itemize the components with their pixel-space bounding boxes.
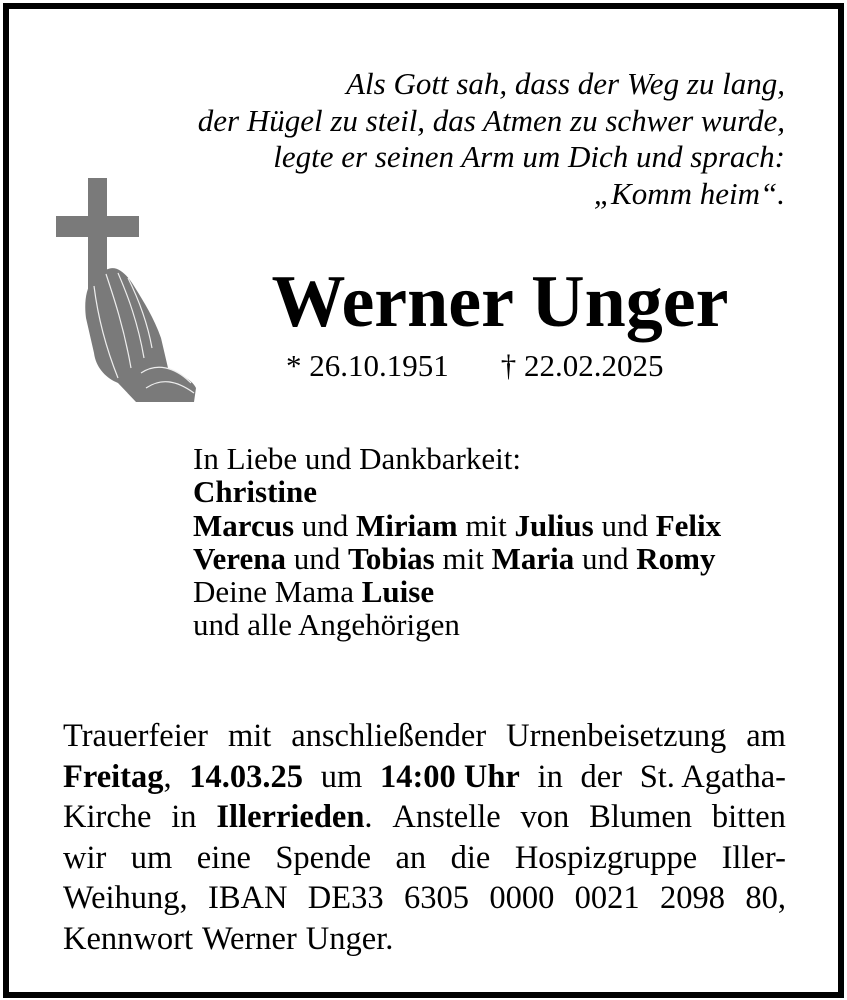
word-group (712, 797, 786, 838)
word-group (131, 838, 173, 879)
mourner-line (193, 509, 721, 542)
announcement-line (63, 878, 786, 919)
mourner-name: Maria (491, 540, 575, 576)
word-group (308, 878, 384, 919)
mourner-name: Romy (636, 540, 716, 576)
emphasized-text: 14:00 Uhr (379, 758, 520, 795)
emphasized-text: 14.03.25 (189, 758, 304, 795)
text-run: Werner (201, 920, 297, 957)
mourner-name: Verena (193, 540, 286, 576)
mourner-line (193, 475, 721, 508)
mourner-line (193, 542, 721, 575)
text-run: 80, (745, 880, 786, 916)
cross-and-praying-hands-icon (56, 178, 201, 403)
word-group (396, 838, 427, 879)
mourner-name: Christine (193, 474, 317, 510)
text-run: In Liebe und Dankbarkeit: (193, 441, 521, 476)
mourner-line (193, 608, 721, 641)
funeral-announcement (63, 716, 786, 959)
word-group (589, 797, 692, 838)
text-run: der (580, 758, 623, 795)
mourner-line (193, 575, 721, 608)
text-run: Hospizgruppe (514, 839, 698, 876)
text-run: und (294, 507, 357, 543)
word-group (202, 919, 297, 960)
text-run: Kennwort (63, 920, 193, 957)
text-run: von (520, 799, 570, 835)
word-group (515, 838, 697, 879)
word-group (321, 757, 363, 798)
text-run: am (746, 718, 786, 754)
emphasized-text: Illerrieden (216, 799, 365, 835)
mourner-name: Julius (514, 507, 594, 543)
word-group (197, 838, 251, 879)
word-group (63, 797, 151, 838)
text-run: die (450, 839, 491, 876)
text-run: 2098 (660, 880, 725, 916)
emphasized-text: Freitag (63, 758, 164, 795)
text-run: und (286, 540, 348, 576)
text-run: in (537, 758, 563, 795)
text-run: in (171, 799, 197, 835)
announcement-line (63, 838, 786, 879)
poem-line: der Hügel zu steil, das Atmen zu schwer wurde, (197, 102, 785, 138)
word-group (660, 878, 725, 919)
word-group (63, 716, 208, 757)
text-run: und alle Angehörigen (193, 607, 460, 643)
word-group (451, 838, 491, 879)
word-group (208, 878, 287, 919)
word-group (722, 838, 786, 879)
punctuation: . (364, 799, 373, 835)
mourner-name: Luise (361, 574, 435, 610)
mourner-name: Marcus (193, 507, 295, 543)
text-run: und (574, 540, 637, 576)
poem-line: „Komm heim“. (593, 175, 785, 211)
life-dates (286, 348, 716, 384)
word-group (575, 878, 640, 919)
text-run: 6305 (403, 880, 469, 916)
text-run: um (320, 758, 363, 795)
word-group (380, 757, 520, 798)
word-group (63, 757, 172, 798)
announcement-line (63, 716, 786, 757)
text-run: Urnenbeisetzung (506, 718, 727, 754)
poem-line: Als Gott sah, dass der Weg zu lang, (346, 66, 785, 101)
text-run: 0021 (574, 880, 640, 916)
text-run: St. Agatha- (639, 758, 786, 795)
word-group (746, 716, 786, 757)
word-group (228, 716, 271, 757)
poem (198, 66, 785, 212)
word-group (63, 838, 106, 879)
word-group (489, 878, 554, 919)
text-run: Deine Mama (193, 574, 362, 610)
announcement-line (63, 757, 786, 798)
word-group (216, 797, 372, 838)
word-group (392, 797, 500, 838)
text-run: mit (457, 507, 515, 543)
birth-date: * 26.10.1951 (286, 348, 449, 383)
word-group (745, 878, 786, 919)
word-group (171, 797, 196, 838)
death-date: † 22.02.2025 (500, 348, 664, 383)
announcement-line (63, 919, 786, 960)
mourner-name: Felix (655, 507, 722, 543)
word-group (63, 919, 193, 960)
text-run: wir (63, 839, 107, 876)
mourners-list (193, 442, 721, 642)
text-run: Weihung, (63, 880, 188, 916)
word-group (306, 919, 394, 960)
text-run: Iller- (721, 839, 786, 876)
word-group (506, 716, 726, 757)
word-group (189, 757, 303, 798)
text-run: eine (196, 839, 251, 876)
mourner-line (193, 442, 721, 475)
text-run: Kirche (63, 799, 152, 835)
poem-line: legte er seinen Arm um Dich und sprach: (273, 139, 785, 174)
word-group (521, 797, 570, 838)
text-run: bitten (711, 799, 786, 835)
text-run: und (593, 507, 656, 543)
text-run: mit (227, 718, 272, 754)
mourner-name: Miriam (356, 507, 458, 543)
word-group (581, 757, 623, 798)
text-run: mit (434, 540, 492, 576)
text-run: Trauerfeier (63, 718, 208, 754)
word-group (538, 757, 563, 798)
text-run: um (130, 839, 173, 876)
word-group (291, 716, 486, 757)
mourner-name: Tobias (348, 540, 435, 576)
text-run: Unger. (305, 920, 394, 957)
text-run: anschließender (291, 718, 487, 754)
text-run: an (395, 839, 427, 876)
text-run: Spende (275, 839, 372, 876)
text-run: Anstelle (392, 799, 501, 835)
word-group (640, 757, 786, 798)
word-group (63, 878, 188, 919)
deceased-name: Werner Unger (271, 261, 729, 343)
word-group (404, 878, 469, 919)
announcement-line (63, 797, 786, 838)
word-group (275, 838, 371, 879)
text-run: DE33 (307, 880, 384, 916)
punctuation: , (163, 758, 172, 795)
text-run: IBAN (208, 880, 288, 916)
text-run: 0000 (489, 880, 555, 916)
text-run: Blumen (589, 799, 693, 835)
